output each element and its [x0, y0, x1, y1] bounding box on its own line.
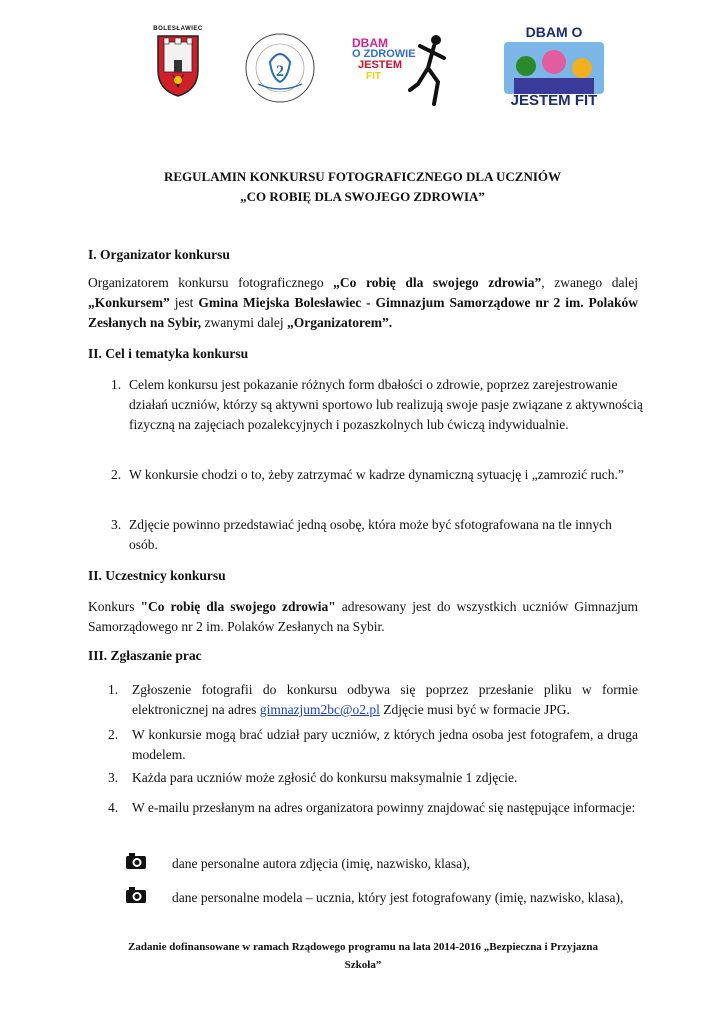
section-1-heading: I. Organizator konkursu [88, 247, 230, 262]
sports-photo-icon [504, 42, 604, 94]
s1-konkurs: „Konkursem” [88, 295, 170, 310]
dbam1-line1: DBAM [352, 36, 388, 50]
s4-item2-num: 2. [108, 727, 119, 742]
school-logo [244, 32, 316, 104]
dbam-jestem-fit-logo [498, 24, 610, 112]
svg-text:2: 2 [276, 63, 284, 80]
camera-icon [125, 886, 147, 904]
s1-organizator: „Organizatorem”. [287, 315, 393, 330]
s4-item1-a: Zgłoszenie fotografii do konkursu odbywa się poprzez przesłanie pliku w formie elektronicznej na adres [132, 682, 638, 717]
s2-item2-num: 2. [111, 467, 122, 482]
s2-item2-text: W konkursie chodzi o to, żeby zatrzymać w kadrze dynamiczną sytuację i „zamrozić ruch.” [129, 467, 624, 482]
s4-item1-b: Zdjęcie musi być w formacie JPG. [379, 702, 570, 717]
dbam1-line3: JESTEM [358, 59, 403, 71]
dbam-o-zdrowie-logo [352, 32, 448, 108]
s2-item3-num: 3. [111, 517, 122, 532]
s1-text3: jest [169, 295, 199, 310]
title-line2: „CO ROBIĘ DLA SWOJEGO ZDROWIA” [240, 189, 485, 204]
camera-icon [125, 852, 147, 870]
dbam1-line2: O ZDROWIE [352, 48, 416, 60]
runner-silhouette-icon [408, 32, 448, 108]
s3-text2: adresowany jest do wszystkich uczniów Gimnazjum Samorządowego nr 2 im. Polaków Zesłanych na Sybir. [88, 599, 638, 634]
s3-text: Konkurs [88, 599, 141, 614]
s1-organizer-name: Gmina Miejska Bolesławiec - Gimnazjum Samorządowe nr 2 im. Polaków Zesłanych na Sybir, [88, 295, 638, 330]
s4-item4-text: W e-mailu przesłanym na adres organizatora powinny znajdować się następujące informacje: [132, 800, 636, 815]
title-line1: REGULAMIN KONKURSU FOTOGRAFICZNEGO DLA UCZNIÓW [163, 169, 562, 184]
email-link[interactable]: gimnazjum2bc@o2.pl [259, 702, 380, 717]
section-4-heading: III. Zgłaszanie prac [88, 648, 202, 663]
logo-strip [0, 20, 725, 109]
crest-label: BOLESŁAWIEC [153, 26, 203, 32]
s1-contest-name: „Co robię dla swojego zdrowia” [333, 275, 542, 290]
dbam2-top-text: DBAM O [525, 24, 583, 40]
s4-item4-num: 4. [108, 800, 119, 815]
s3-contest-name: "Co robię dla swojego zdrowia" [140, 599, 336, 614]
school-emblem-icon [244, 32, 316, 104]
boleslawiec-crest-logo [150, 26, 206, 106]
section-1-paragraph [88, 273, 638, 333]
s1-text4: zwanymi dalej [201, 315, 288, 330]
footer-line1: Zadanie dofinansowane w ramach Rządowego programu na lata 2014-2016 „Bezpieczna i Przyjazna [127, 941, 599, 953]
s2-item1-num: 1. [111, 377, 122, 392]
s2-item1-text: Celem konkursu jest pokazanie różnych form dbałości o zdrowie, poprzez zarejestrowanie działań uczniów, którzy są aktywni sportowo lub realizują swoje pasje związane z aktywnością fizyczną na zajęciach pozalekcyjnych i pozaszkolnych lub ćwiczą indywidualnie. [129, 377, 643, 432]
bullet-2-text: dane personalne modela – ucznia, który jest fotografowany (imię, nazwisko, klasa), [172, 890, 624, 905]
crest-icon [155, 32, 201, 98]
section-3-paragraph [88, 597, 638, 637]
s4-item3-text: Każda para uczniów może zgłosić do konkursu maksymalnie 1 zdjęcie. [132, 770, 518, 785]
footer-note [88, 938, 638, 974]
footer-line2: Szkoła” [344, 959, 382, 971]
s4-item3-num: 3. [108, 770, 119, 785]
document-title [0, 167, 725, 207]
s1-text: Organizatorem konkursu fotograficznego [88, 275, 334, 290]
s1-text2: , zwanego dalej [541, 275, 638, 290]
s2-item3-text: Zdjęcie powinno przedstawiać jedną osobę, która może być sfotografowana na tle innych osób. [129, 517, 612, 552]
dbam2-bottom-text: JESTEM FIT [510, 92, 598, 109]
section-2-heading: II. Cel i tematyka konkursu [88, 346, 249, 361]
s4-item2-text: W konkursie mogą brać udział pary uczniów, z których jedna osoba jest fotografem, a druga modelem. [132, 727, 638, 762]
bullet-1-text: dane personalne autora zdjęcia (imię, nazwisko, klasa), [172, 856, 470, 871]
dbam1-line4: FIT [366, 71, 381, 82]
s4-item1-text [132, 680, 638, 720]
section-3-heading: II. Uczestnicy konkursu [88, 568, 226, 583]
s4-item1-num: 1. [108, 682, 119, 697]
